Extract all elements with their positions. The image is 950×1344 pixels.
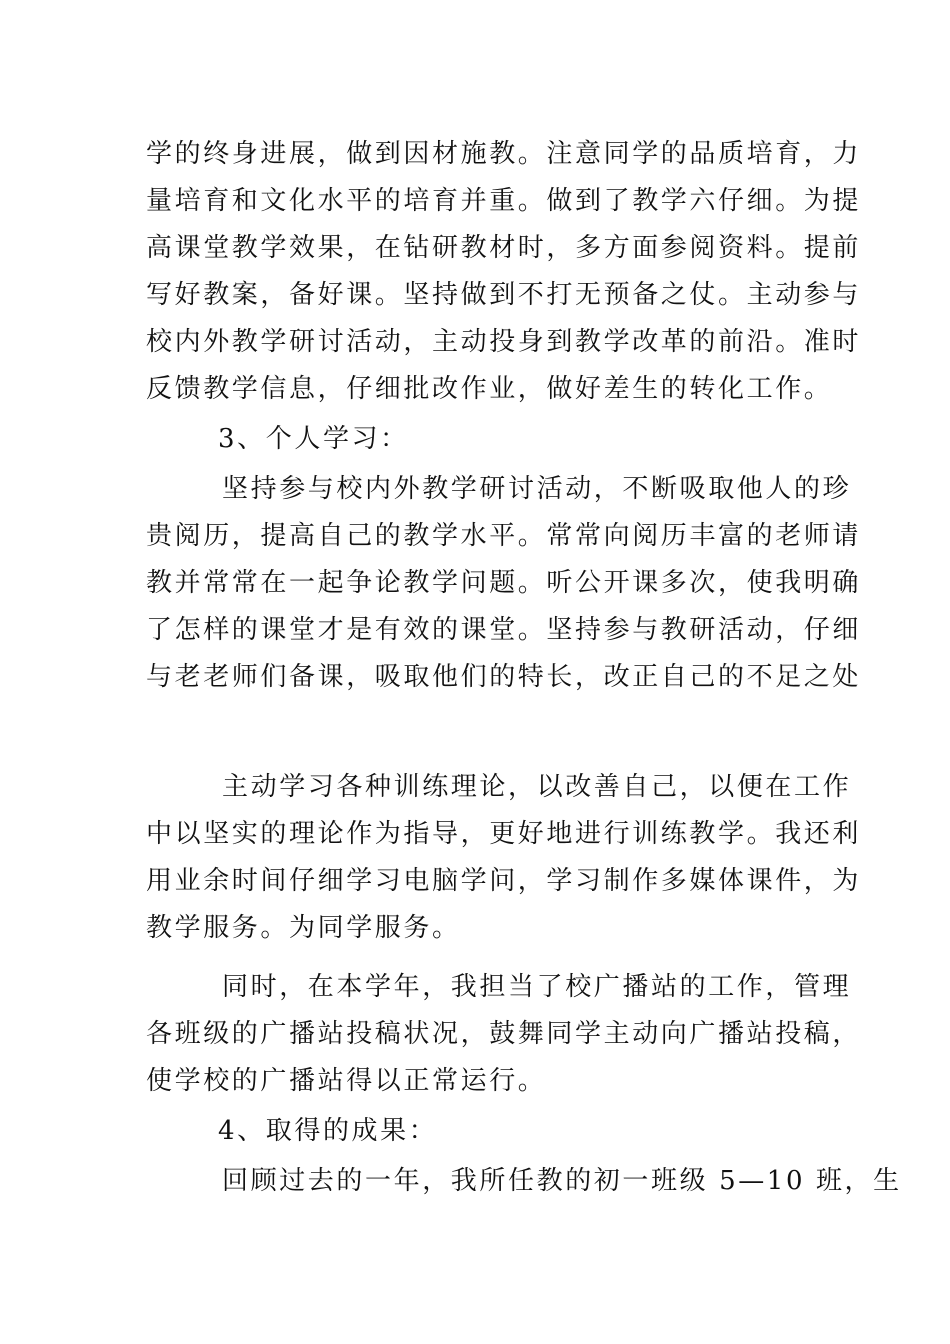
paragraph-line: 坚持参与校内外教学研讨活动，不断吸取他人的珍 <box>222 474 852 504</box>
paragraph-line: 校内外教学研讨活动，主动投身到教学改革的前沿。准时 <box>146 327 862 357</box>
paragraph-line: 教学服务。为同学服务。 <box>146 913 461 943</box>
paragraph-line: 学的终身进展，做到因材施教。注意同学的品质培育，力 <box>146 139 862 169</box>
paragraph-line: 量培育和文化水平的培育并重。做到了教学六仔细。为提 <box>146 186 862 216</box>
paragraph-line: 贵阅历，提高自己的教学水平。常常向阅历丰富的老师请 <box>146 521 862 551</box>
paragraph-line: 各班级的广播站投稿状况，鼓舞同学主动向广播站投稿， <box>146 1019 862 1049</box>
paragraph-line: 高课堂教学效果，在钻研教材时，多方面参阅资料。提前 <box>146 233 862 263</box>
paragraph-line: 写好教案，备好课。坚持做到不打无预备之仗。主动参与 <box>146 280 862 310</box>
paragraph-line: 回顾过去的一年，我所任教的初一班级 5—10 班，生 <box>222 1166 902 1196</box>
paragraph-line: 用业余时间仔细学习电脑学问，学习制作多媒体课件，为 <box>146 866 862 896</box>
paragraph-line: 反馈教学信息，仔细批改作业，做好差生的转化工作。 <box>146 374 833 404</box>
section-heading: 4、取得的成果： <box>218 1116 438 1146</box>
paragraph-line: 教并常常在一起争论教学问题。听公开课多次，使我明确 <box>146 568 862 598</box>
paragraph-line: 了怎样的课堂才是有效的课堂。坚持参与教研活动，仔细 <box>146 615 862 645</box>
paragraph-line: 主动学习各种训练理论，以改善自己，以便在工作 <box>222 772 852 802</box>
paragraph-line: 使学校的广播站得以正常运行。 <box>146 1066 547 1096</box>
section-heading: 3、个人学习： <box>218 424 409 454</box>
paragraph-line: 同时，在本学年，我担当了校广播站的工作，管理 <box>222 972 852 1002</box>
paragraph-line: 中以坚实的理论作为指导，更好地进行训练教学。我还利 <box>146 819 862 849</box>
paragraph-line: 与老老师们备课，吸取他们的特长，改正自己的不足之处 <box>146 662 862 692</box>
